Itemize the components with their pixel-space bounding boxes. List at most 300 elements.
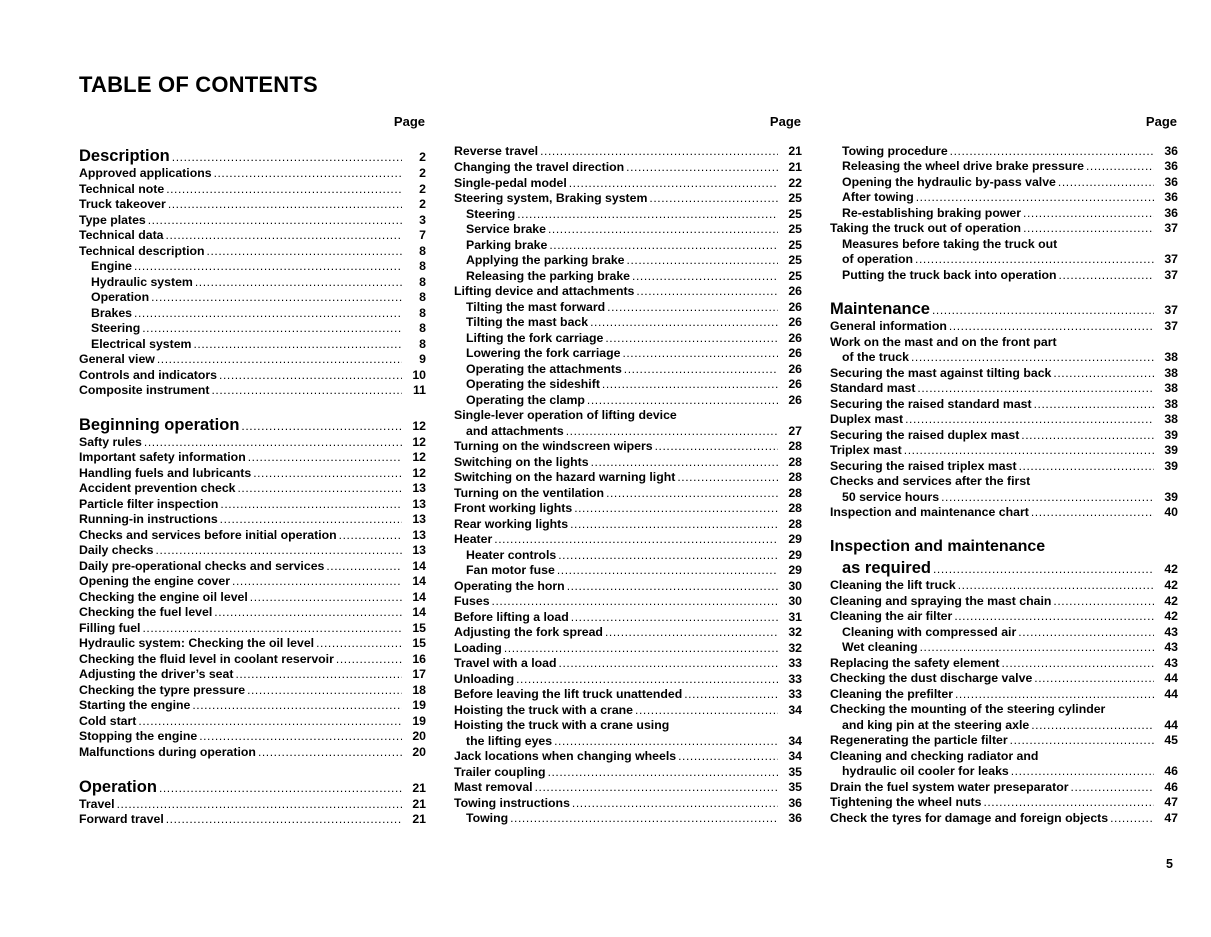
- dot-leader: [954, 608, 1154, 624]
- toc-entry[interactable]: [79, 542, 426, 558]
- toc-entry-title: Jack locations when changing wheels: [454, 749, 677, 763]
- toc-entry-page: 35: [788, 765, 802, 779]
- toc-entry-page: 28: [788, 470, 802, 484]
- toc-entry-title: Cleaning the air filter: [830, 609, 953, 623]
- dot-leader: [250, 589, 402, 605]
- toc-entry[interactable]: [454, 593, 802, 609]
- toc-entry[interactable]: [454, 686, 802, 702]
- dot-leader: [219, 367, 402, 383]
- toc-entry[interactable]: [830, 608, 1178, 624]
- toc-entry-title: Before leaving the lift truck unattended: [454, 687, 683, 701]
- dot-leader: [138, 713, 402, 729]
- toc-entry[interactable]: [79, 666, 426, 682]
- toc-entry-page: 25: [788, 269, 802, 283]
- toc-entry[interactable]: [830, 318, 1178, 334]
- toc-entry[interactable]: [79, 682, 426, 698]
- toc-entry-page: 8: [419, 290, 426, 304]
- toc-entry[interactable]: [79, 305, 426, 321]
- dot-leader: [336, 651, 402, 667]
- toc-entry[interactable]: [830, 411, 1178, 427]
- toc-entry-page: 42: [1164, 562, 1178, 576]
- dot-leader: [492, 593, 778, 609]
- toc-entry-title: Checks and services after the first: [830, 474, 1031, 488]
- dot-leader: [635, 702, 778, 718]
- dot-leader: [192, 697, 402, 713]
- toc-entry-page: 7: [419, 228, 426, 242]
- toc-entry[interactable]: [79, 289, 426, 305]
- toc-entry-title: Operating the sideshift: [466, 377, 600, 391]
- dot-leader: [569, 175, 778, 191]
- toc-entry-title: Daily pre-operational checks and services: [79, 559, 325, 573]
- toc-entry-page: 22: [788, 176, 802, 190]
- toc-entry-title: Stopping the engine: [79, 729, 198, 743]
- toc-entry[interactable]: [79, 573, 426, 589]
- toc-entry[interactable]: [830, 220, 1178, 236]
- toc-entry[interactable]: [79, 527, 426, 543]
- toc-entry[interactable]: [454, 438, 802, 454]
- dot-leader: [904, 442, 1154, 458]
- toc-entry[interactable]: [454, 764, 802, 780]
- toc-entry[interactable]: [454, 159, 802, 175]
- toc-entry-page: 13: [412, 497, 426, 511]
- toc-entry-title: Controls and indicators: [79, 368, 218, 382]
- dot-leader: [253, 465, 402, 481]
- toc-entry-title: of operation: [842, 252, 914, 266]
- toc-entry-title: Steering system, Braking system: [454, 191, 648, 205]
- toc-entry[interactable]: [79, 434, 426, 450]
- toc-entry[interactable]: [830, 686, 1178, 702]
- toc-entry[interactable]: [454, 733, 802, 749]
- dot-leader: [1023, 205, 1154, 221]
- dot-leader: [494, 531, 778, 547]
- toc-entry[interactable]: [79, 320, 426, 336]
- toc-entry[interactable]: [454, 330, 802, 346]
- toc-entry[interactable]: [79, 496, 426, 512]
- toc-entry[interactable]: [454, 143, 802, 159]
- toc-entry-page: 21: [412, 781, 426, 795]
- toc-entry[interactable]: [454, 469, 802, 485]
- toc-entry-title: Duplex mast: [830, 412, 904, 426]
- toc-entry[interactable]: [454, 454, 802, 470]
- toc-entry[interactable]: [830, 189, 1178, 205]
- toc-entry[interactable]: [79, 697, 426, 713]
- dot-leader: [1019, 458, 1154, 474]
- toc-entry[interactable]: [830, 158, 1178, 174]
- toc-entry[interactable]: [454, 640, 802, 656]
- page-number: 5: [1166, 857, 1173, 871]
- toc-entry[interactable]: [79, 558, 426, 574]
- toc-entry[interactable]: [454, 562, 802, 578]
- dot-leader: [166, 811, 402, 827]
- dot-leader: [1071, 779, 1154, 795]
- toc-entry[interactable]: [830, 489, 1178, 505]
- dot-leader: [247, 682, 402, 698]
- toc-entry[interactable]: [79, 511, 426, 527]
- toc-entry[interactable]: [79, 728, 426, 744]
- toc-entry[interactable]: [830, 810, 1178, 826]
- toc-entry[interactable]: [454, 624, 802, 640]
- dot-leader: [949, 318, 1154, 334]
- toc-entry[interactable]: [79, 274, 426, 290]
- toc-entry-page: 26: [788, 377, 802, 391]
- toc-entry-title: Handling fuels and lubricants: [79, 466, 252, 480]
- toc-entry[interactable]: [454, 500, 802, 516]
- toc-entry-title: Turning on the windscreen wipers: [454, 439, 653, 453]
- dot-leader: [1034, 396, 1154, 412]
- toc-entry-page: 25: [788, 238, 802, 252]
- dot-leader: [572, 795, 778, 811]
- toc-entry[interactable]: [830, 236, 1178, 252]
- toc-entry-page: 10: [412, 368, 426, 382]
- toc-entry-page: 25: [788, 253, 802, 267]
- toc-entry[interactable]: [79, 465, 426, 481]
- toc-entry-title: Inspection and maintenance: [830, 538, 1046, 555]
- toc-entry-title: Releasing the wheel drive brake pressure: [842, 159, 1084, 173]
- toc-entry[interactable]: [830, 251, 1178, 267]
- toc-entry[interactable]: [79, 258, 426, 274]
- dot-leader: [168, 196, 402, 212]
- toc-entry-page: 8: [419, 275, 426, 289]
- toc-entry-title: Operating the clamp: [466, 393, 585, 407]
- toc-entry-page: 2: [419, 197, 426, 211]
- toc-entry-title: Towing procedure: [842, 144, 948, 158]
- toc-entry[interactable]: [454, 221, 802, 237]
- toc-entry-title: Particle filter inspection: [79, 497, 219, 511]
- dot-leader: [911, 349, 1154, 365]
- dot-leader: [570, 516, 778, 532]
- toc-entry-title: Beginning operation: [79, 416, 240, 434]
- toc-entry-title: Malfunctions during operation: [79, 745, 256, 759]
- toc-entry-title: Steering: [466, 207, 516, 221]
- toc-entry-title: Maintenance: [830, 300, 930, 318]
- toc-entry[interactable]: [830, 624, 1178, 640]
- toc-entry[interactable]: [830, 732, 1178, 748]
- toc-section-heading[interactable]: [79, 777, 426, 798]
- dot-leader: [1053, 365, 1154, 381]
- toc-entry[interactable]: [454, 655, 802, 671]
- toc-entry[interactable]: [454, 237, 802, 253]
- toc-entry-page: 13: [412, 512, 426, 526]
- toc-entry-page: 33: [788, 672, 802, 686]
- toc-entry[interactable]: [830, 334, 1178, 350]
- toc-entry-page: 26: [788, 300, 802, 314]
- toc-entry-page: 25: [788, 191, 802, 205]
- dot-leader: [955, 686, 1154, 702]
- toc-entry[interactable]: [830, 365, 1178, 381]
- toc-entry[interactable]: [454, 190, 802, 206]
- toc-entry-title: Composite instrument: [79, 383, 210, 397]
- toc-entry-title: Reverse travel: [454, 144, 539, 158]
- toc-entry-title: Safty rules: [79, 435, 142, 449]
- toc-entry[interactable]: [79, 165, 426, 181]
- toc-entry-page: 28: [788, 501, 802, 515]
- toc-entry-title: Rear working lights: [454, 517, 569, 531]
- toc-entry[interactable]: [454, 810, 802, 826]
- toc-entry-page: 14: [412, 574, 426, 588]
- toc-entry[interactable]: [454, 407, 802, 423]
- toc-entry[interactable]: [830, 593, 1178, 609]
- toc-entry[interactable]: [830, 349, 1178, 365]
- toc-entry-page: 27: [788, 424, 802, 438]
- toc-section-heading[interactable]: [830, 558, 1178, 579]
- dot-leader: [587, 392, 778, 408]
- toc-entry[interactable]: [454, 423, 802, 439]
- toc-entry-page: 25: [788, 207, 802, 221]
- toc-entry-page: 47: [1164, 795, 1178, 809]
- toc-entry-title: After towing: [842, 190, 914, 204]
- dot-leader: [920, 639, 1154, 655]
- dot-leader: [504, 640, 778, 656]
- dot-leader: [548, 221, 778, 237]
- dot-leader: [159, 778, 402, 798]
- toc-entry[interactable]: [79, 713, 426, 729]
- toc-entry[interactable]: [454, 795, 802, 811]
- dot-leader: [142, 320, 402, 336]
- toc-entry-page: 13: [412, 481, 426, 495]
- dot-leader: [626, 159, 778, 175]
- toc-entry[interactable]: [454, 531, 802, 547]
- dot-leader: [905, 411, 1154, 427]
- toc-entry-title: Applying the parking brake: [466, 253, 625, 267]
- dot-leader: [590, 314, 778, 330]
- dot-leader: [540, 143, 778, 159]
- toc-entry[interactable]: [830, 427, 1178, 443]
- toc-entry-title: General information: [830, 319, 947, 333]
- toc-entry[interactable]: [454, 547, 802, 563]
- dot-leader: [915, 251, 1154, 267]
- toc-entry-title: Single-pedal model: [454, 176, 567, 190]
- toc-entry-title: Steering: [91, 321, 141, 335]
- toc-section-heading[interactable]: [830, 299, 1178, 320]
- toc-entry[interactable]: [454, 578, 802, 594]
- toc-entry-title: Approved applications: [79, 166, 212, 180]
- toc-entry[interactable]: [830, 748, 1178, 764]
- toc-entry[interactable]: [830, 396, 1178, 412]
- toc-entry-page: 28: [788, 439, 802, 453]
- toc-entry-title: Before lifting a load: [454, 610, 569, 624]
- toc-entry-page: 8: [419, 244, 426, 258]
- toc-entry[interactable]: [454, 314, 802, 330]
- toc-entry[interactable]: [830, 794, 1178, 810]
- toc-entry[interactable]: [830, 763, 1178, 779]
- toc-entry-title: Technical data: [79, 228, 164, 242]
- toc-entry[interactable]: [79, 589, 426, 605]
- toc-entry[interactable]: [454, 345, 802, 361]
- dot-leader: [567, 578, 778, 594]
- toc-entry[interactable]: [454, 779, 802, 795]
- dot-leader: [571, 609, 778, 625]
- dot-leader: [677, 469, 778, 485]
- toc-entry[interactable]: [830, 143, 1178, 159]
- toc-entry[interactable]: [454, 609, 802, 625]
- toc-entry-page: 37: [1164, 303, 1178, 317]
- toc-entry-title: Checking the fluid level in coolant reservoir: [79, 652, 334, 666]
- toc-entry[interactable]: [454, 206, 802, 222]
- page-title: TABLE OF CONTENTS: [79, 72, 318, 97]
- toc-entry-page: 46: [1164, 780, 1178, 794]
- toc-entry-title: Daily checks: [79, 543, 154, 557]
- toc-entry-page: 21: [412, 812, 426, 826]
- toc-entry-page: 28: [788, 517, 802, 531]
- toc-entry-page: 9: [419, 352, 426, 366]
- toc-entry[interactable]: [79, 196, 426, 212]
- toc-section-heading[interactable]: [79, 415, 426, 436]
- dot-leader: [207, 243, 402, 259]
- toc-entry-page: 39: [1164, 459, 1178, 473]
- dot-leader: [248, 449, 402, 465]
- toc-entry[interactable]: [830, 655, 1178, 671]
- toc-entry[interactable]: [454, 671, 802, 687]
- toc-entry-title: Unloading: [454, 672, 515, 686]
- toc-entry-page: 43: [1164, 625, 1178, 639]
- toc-entry-title: Running-in instructions: [79, 512, 218, 526]
- toc-entry[interactable]: [79, 449, 426, 465]
- dot-leader: [195, 274, 402, 290]
- toc-entry-title: Towing instructions: [454, 796, 570, 810]
- toc-entry[interactable]: [454, 252, 802, 268]
- toc-entry-title: Service brake: [466, 222, 546, 236]
- toc-entry[interactable]: [830, 174, 1178, 190]
- toc-entry-page: 18: [412, 683, 426, 697]
- toc-entry[interactable]: [454, 516, 802, 532]
- toc-entry[interactable]: [454, 283, 802, 299]
- toc-entry[interactable]: [79, 651, 426, 667]
- dot-leader: [636, 283, 778, 299]
- toc-entry[interactable]: [830, 205, 1178, 221]
- toc-entry-page: 38: [1164, 366, 1178, 380]
- toc-entry[interactable]: [830, 267, 1178, 283]
- toc-entry-title: Hydraulic system: Checking the oil level: [79, 636, 315, 650]
- dot-leader: [916, 189, 1154, 205]
- toc-entry[interactable]: [79, 620, 426, 636]
- toc-entry[interactable]: [79, 744, 426, 760]
- toc-entry-page: 38: [1164, 397, 1178, 411]
- dot-leader: [172, 147, 402, 167]
- dot-leader: [156, 542, 402, 558]
- toc-entry-title: Tilting the mast back: [466, 315, 589, 329]
- toc-entry[interactable]: [454, 175, 802, 191]
- toc-entry-page: 30: [788, 594, 802, 608]
- toc-entry-title: Technical note: [79, 182, 165, 196]
- toc-entry[interactable]: [79, 212, 426, 228]
- dot-leader: [214, 604, 402, 620]
- toc-entry-title: Adjusting the fork spread: [454, 625, 603, 639]
- toc-entry[interactable]: [79, 243, 426, 259]
- toc-entry-page: 12: [412, 466, 426, 480]
- toc-entry[interactable]: [454, 485, 802, 501]
- dot-leader: [134, 258, 402, 274]
- toc-section-heading[interactable]: [79, 146, 426, 167]
- toc-section-heading[interactable]: [830, 537, 1178, 557]
- toc-entry-page: 31: [788, 610, 802, 624]
- toc-entry-page: 46: [1164, 764, 1178, 778]
- toc-entry[interactable]: [79, 181, 426, 197]
- toc-entry-title: Heater: [454, 532, 493, 546]
- dot-leader: [632, 268, 778, 284]
- toc-entry-page: 26: [788, 393, 802, 407]
- toc-entry[interactable]: [79, 796, 426, 812]
- toc-entry-title: Lifting the fork carriage: [466, 331, 604, 345]
- toc-entry[interactable]: [79, 635, 426, 651]
- toc-entry[interactable]: [79, 336, 426, 352]
- toc-entry-page: 38: [1164, 412, 1178, 426]
- toc-entry-title: Truck takeover: [79, 197, 166, 211]
- toc-entry-title: Checking the typre pressure: [79, 683, 246, 697]
- dot-leader: [142, 620, 402, 636]
- toc-entry-page: 21: [412, 797, 426, 811]
- toc-entry-page: 20: [412, 729, 426, 743]
- toc-entry-title: Checking the fuel level: [79, 605, 213, 619]
- dot-leader: [941, 489, 1154, 505]
- toc-entry-page: 25: [788, 222, 802, 236]
- toc-entry[interactable]: [830, 442, 1178, 458]
- toc-entry-page: 42: [1164, 594, 1178, 608]
- dot-leader: [212, 382, 403, 398]
- toc-entry[interactable]: [830, 639, 1178, 655]
- toc-entry-page: 11: [413, 383, 426, 397]
- toc-entry-title: 50 service hours: [842, 490, 940, 504]
- dot-leader: [655, 438, 778, 454]
- toc-entry[interactable]: [830, 504, 1178, 520]
- toc-entry-page: 33: [788, 687, 802, 701]
- toc-entry[interactable]: [454, 717, 802, 733]
- toc-entry[interactable]: [830, 458, 1178, 474]
- dot-leader: [214, 165, 402, 181]
- toc-entry-page: 8: [419, 259, 426, 273]
- dot-leader: [607, 299, 778, 315]
- dot-leader: [559, 655, 778, 671]
- dot-leader: [1086, 158, 1154, 174]
- toc-entry-page: 34: [788, 703, 802, 717]
- toc-entry[interactable]: [79, 480, 426, 496]
- dot-leader: [220, 511, 402, 527]
- toc-entry-page: 3: [419, 213, 426, 227]
- dot-leader: [606, 485, 778, 501]
- toc-entry[interactable]: [830, 670, 1178, 686]
- toc-entry[interactable]: [79, 811, 426, 827]
- toc-entry-title: Operation: [91, 290, 150, 304]
- toc-entry[interactable]: [79, 227, 426, 243]
- toc-entry-page: 47: [1164, 811, 1178, 825]
- toc-entry[interactable]: [454, 376, 802, 392]
- toc-entry[interactable]: [454, 392, 802, 408]
- toc-entry[interactable]: [830, 380, 1178, 396]
- toc-entry[interactable]: [79, 604, 426, 620]
- toc-entry[interactable]: [454, 702, 802, 718]
- toc-entry[interactable]: [79, 382, 426, 398]
- dot-leader: [678, 748, 778, 764]
- toc-entry[interactable]: [79, 351, 426, 367]
- toc-entry[interactable]: [454, 268, 802, 284]
- toc-entry[interactable]: [830, 701, 1178, 717]
- toc-entry[interactable]: [830, 577, 1178, 593]
- dot-leader: [958, 577, 1154, 593]
- toc-entry-title: Fuses: [454, 594, 490, 608]
- toc-entry[interactable]: [830, 779, 1178, 795]
- toc-entry-page: 15: [412, 636, 426, 650]
- toc-entry[interactable]: [454, 748, 802, 764]
- toc-entry[interactable]: [454, 361, 802, 377]
- toc-entry-title: Cold start: [79, 714, 137, 728]
- dot-leader: [1010, 732, 1154, 748]
- toc-entry-title: Engine: [91, 259, 132, 273]
- toc-entry[interactable]: [79, 367, 426, 383]
- dot-leader: [684, 686, 778, 702]
- toc-entry-title: Inspection and maintenance chart: [830, 505, 1029, 519]
- toc-entry[interactable]: [454, 299, 802, 315]
- toc-entry[interactable]: [830, 717, 1178, 733]
- toc-entry[interactable]: [830, 473, 1178, 489]
